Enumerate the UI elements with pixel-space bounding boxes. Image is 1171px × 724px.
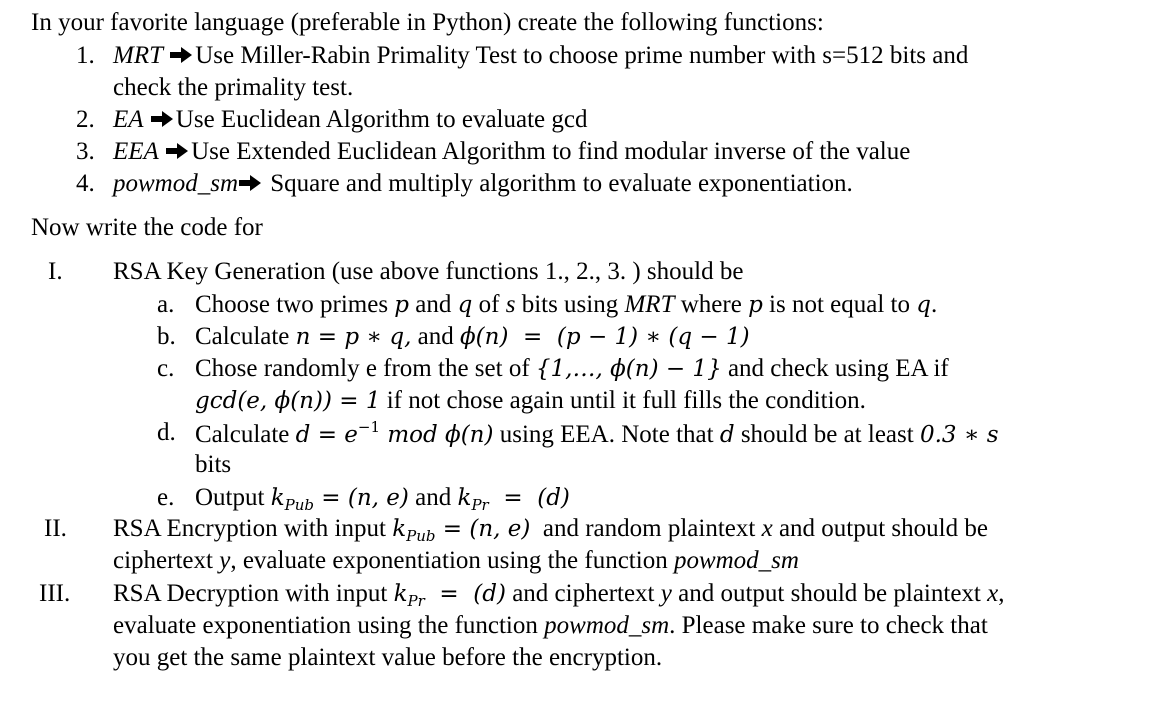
list-number: 3. bbox=[76, 138, 95, 165]
function-desc: Square and multiply algorithm to evaluate exponentiation. bbox=[270, 170, 853, 197]
function-desc: Use Miller-Rabin Primality Test to choose prime number with s=512 bits and bbox=[195, 42, 969, 69]
right-arrow-icon bbox=[169, 45, 193, 65]
function-item-eea bbox=[113, 139, 910, 164]
function-name: EEA bbox=[113, 138, 159, 165]
section-ii-line1: RSA Encryption with input $k_{Pub} = (n$, e) and random plaintext x and output should be bbox=[113, 515, 988, 545]
section-iii-line2: evaluate exponentiation using the function powmod_sm. Please make sure to check that bbox=[113, 612, 988, 639]
section-i-title: RSA Key Generation (use above functions 1., 2., 3. ) should be bbox=[113, 258, 744, 285]
list-number: 4. bbox=[76, 170, 95, 197]
function-name: MRT bbox=[113, 42, 163, 69]
step-d: Calculate $d = e^{-1}$ mod ϕ(n) using EEA. Note that d should be at least 0.3 ∗ s bbox=[195, 418, 999, 448]
right-arrow-icon bbox=[165, 141, 189, 161]
function-name: powmod_sm bbox=[113, 170, 239, 197]
sub-letter: e. bbox=[157, 484, 175, 511]
step-a: Choose two primes p and q of s bits using MRT where p is not equal to q. bbox=[195, 291, 938, 318]
section-iii-line3: you get the same plaintext value before the encryption. bbox=[113, 644, 663, 671]
function-name: EA bbox=[113, 106, 144, 133]
list-number: 2. bbox=[76, 106, 95, 133]
function-item-ea bbox=[113, 107, 587, 132]
section-iii-line1: RSA Decryption with input $k_{Pr} = (d)$ and ciphertext y and output should be plaintext x, bbox=[113, 580, 1005, 610]
section-number: III. bbox=[39, 580, 71, 607]
list-number: 1. bbox=[76, 42, 95, 69]
section-ii-line2: ciphertext y, evaluate exponentiation using the function powmod_sm bbox=[113, 547, 799, 574]
intro-text: In your favorite language (preferable in Python) create the following functions: bbox=[31, 9, 824, 36]
step-d-cont: bits bbox=[195, 451, 232, 478]
section-number: II. bbox=[44, 515, 67, 542]
sub-letter: c. bbox=[157, 355, 175, 382]
step-c: Chose randomly e from the set of {1,…, ϕ(n) − 1} and check using EA if bbox=[195, 355, 949, 382]
sub-letter: b. bbox=[157, 323, 176, 350]
sub-letter: d. bbox=[157, 419, 176, 446]
function-item-mrt bbox=[113, 43, 968, 68]
sub-letter: a. bbox=[157, 291, 175, 318]
step-e: Output $k_{Pub} = (n$, e) and $k_{Pr} = (d)$ bbox=[195, 484, 570, 514]
function-desc-cont: check the primality test. bbox=[113, 74, 354, 101]
step-b: Calculate n = p ∗ q, and ϕ(n) = (p − 1) ∗ (q − 1) bbox=[195, 323, 750, 350]
function-desc: Use Euclidean Algorithm to evaluate gcd bbox=[175, 106, 588, 133]
now-write-text: Now write the code for bbox=[31, 214, 263, 241]
function-item-powmod bbox=[113, 171, 853, 196]
section-number: I. bbox=[48, 258, 63, 285]
right-arrow-icon bbox=[150, 109, 174, 129]
step-c-cont: gcd(e, ϕ(n)) = 1 if not chose again until it full fills the condition. bbox=[195, 387, 866, 414]
right-arrow-icon bbox=[238, 173, 262, 193]
function-desc: Use Extended Euclidean Algorithm to find modular inverse of the value bbox=[191, 138, 911, 165]
